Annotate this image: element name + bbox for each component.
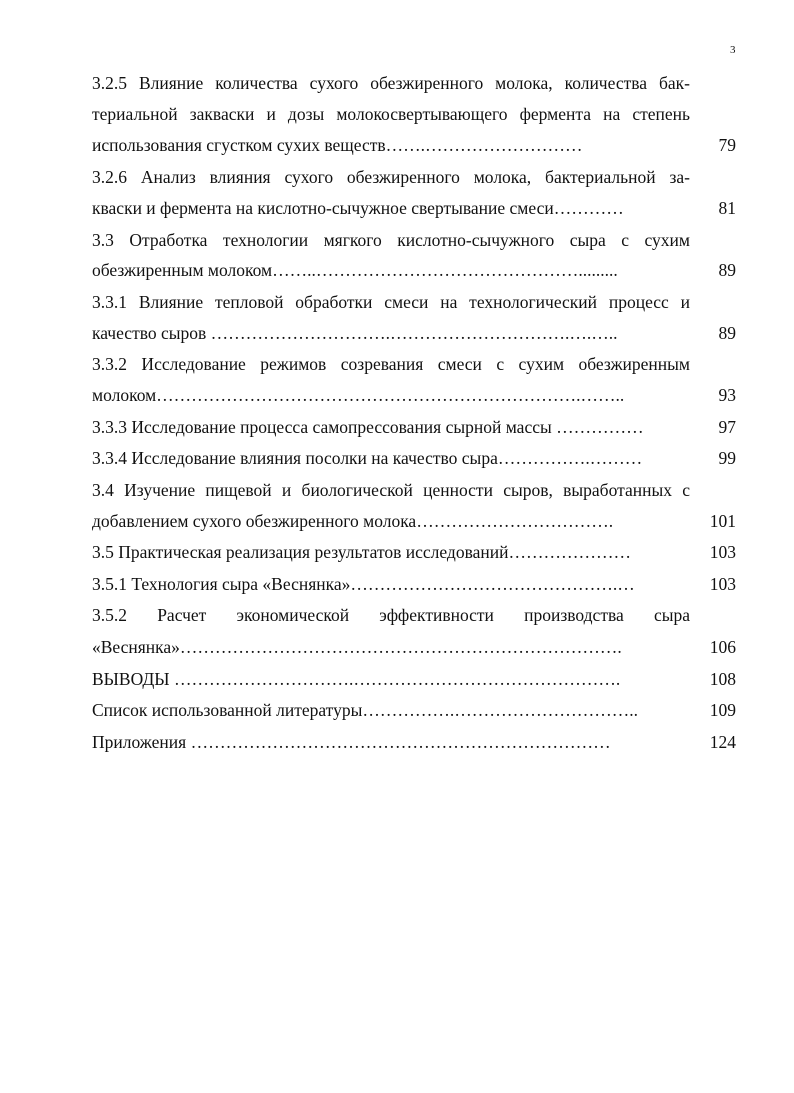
- toc-entry-text: обезжиренным молоком……..……………………………………….........: [92, 260, 618, 280]
- toc-entry-text: 3.3.1 Влияние тепловой обработки смеси на технологический процесс и: [92, 292, 690, 312]
- toc-page-number: 124: [709, 732, 736, 752]
- toc-page-number: 106: [709, 637, 736, 657]
- toc-page-number: 97: [718, 417, 736, 437]
- toc-entry-text: Список использованной литературы…………….…………………………..: [92, 700, 638, 720]
- toc-entry-text: кваски и фермента на кислотно-сычужное свертывание смеси…………: [92, 198, 624, 218]
- toc-entry-text: добавлением сухого обезжиренного молока…………………………….: [92, 511, 614, 531]
- toc-page-number: 89: [718, 260, 736, 280]
- toc-entry-text: «Веснянка»………………………………………………………………….: [92, 637, 622, 657]
- toc-entry-text: 3.5.2 Расчет экономической эффективности производства сыра: [92, 605, 690, 625]
- toc-page-number: 103: [709, 574, 736, 594]
- toc-page-number: 109: [709, 700, 736, 720]
- toc-entry-text: 3.2.6 Анализ влияния сухого обезжиренного молока, бактериальной за-: [92, 167, 690, 187]
- toc-entry-text: ВЫВОДЫ ………………………….……………………………………….: [92, 669, 621, 689]
- toc-entry-text: качество сыров ………………………….………………………….….…..: [92, 323, 618, 343]
- toc-entry-text: 3.3.4 Исследование влияния посолки на качество сыра…………….………: [92, 448, 643, 468]
- toc-entry-text: использования сгустком сухих веществ…….………………………: [92, 135, 583, 155]
- toc-entry-text: 3.3.3 Исследование процесса самопрессования сырной массы ……………: [92, 417, 644, 437]
- toc-page-number: 89: [718, 323, 736, 343]
- toc-page-number: 103: [709, 542, 736, 562]
- toc-entry-text: 3.2.5 Влияние количества сухого обезжиренного молока, количества бак-: [92, 73, 690, 93]
- toc-page-number: 81: [718, 198, 736, 218]
- toc-entry-text: 3.5 Практическая реализация результатов исследований…………………: [92, 542, 631, 562]
- toc-entry-text: териальной закваски и дозы молокосвертывающего фермента на степень: [92, 104, 690, 124]
- toc-entry-text: 3.5.1 Технология сыра «Веснянка»……………………………………….…: [92, 574, 635, 594]
- toc-page-number: 101: [709, 511, 736, 531]
- toc-entry-text: 3.4 Изучение пищевой и биологической ценности сыров, выработанных с: [92, 480, 690, 500]
- toc-entry-text: 3.3 Отработка технологии мягкого кислотно-сычужного сыра с сухим: [92, 230, 690, 250]
- toc-page-number: 99: [718, 448, 736, 468]
- toc-entry-text: Приложения ………………………………………………………………: [92, 732, 611, 752]
- toc-entry-text: молоком……………………………………………………………….……..: [92, 385, 625, 405]
- toc-page-number: 79: [718, 135, 736, 155]
- toc-page-number: 108: [709, 669, 736, 689]
- page-number: 3: [730, 44, 736, 56]
- toc-page-number: 93: [718, 385, 736, 405]
- toc-entry-text: 3.3.2 Исследование режимов созревания смеси с сухим обезжиренным: [92, 354, 690, 374]
